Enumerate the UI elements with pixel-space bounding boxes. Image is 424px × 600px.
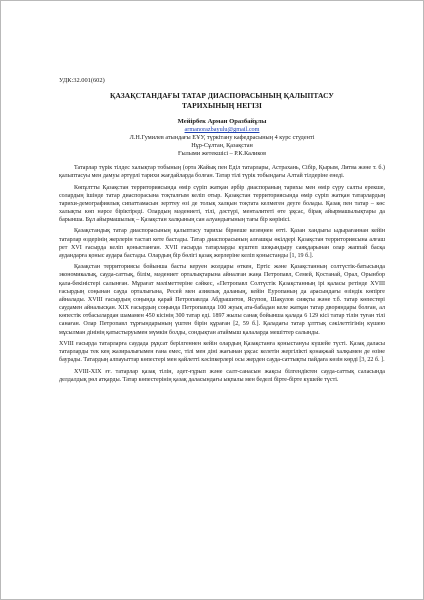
paper-title bbox=[59, 91, 385, 111]
author-city: Нұр-Сұлтан, Қазақстан bbox=[191, 142, 253, 149]
paper-title-line-1: ҚАЗАҚСТАНДАҒЫ ТАТАР ДИАСПОРАСЫНЫҢ ҚАЛЫПТАСУ bbox=[110, 91, 334, 100]
paragraph-1: Татарлар түрік тілдес халықтар тобының (орта Жайық пен Еділ татарлары, Астрахань, Сібір, Қырым, Литва және т. б.) қалыптасуы мен дамуы әртүрлі тарихи жағдайларда болған. Татар тілі түрік тобындағы Алтай тілдеріне енеді. bbox=[59, 165, 385, 180]
paragraph-4: Қазақстан территориясы бойынша басты керуен жолдары өткен, Ертіс және Қазақстанның солтүстік-батысында экономикалық, сауда-саттық, білім, мәдениет орталықтарына айналған жаңа Петропавл, Семей, Қостанай, Орал, Орынбор қала-бекіністері салынған. Мұрағат мәліметтеріне сәйкес, «Петропавл Солтүстік Қазақстанның ірі қаласы ретінде XVIII ғасырдың соңынан сауда орталығына, Ресей мен азиялық даланың, кейін Еуропаның да арасындағы өзіндік көпірге айналады. XVIII ғасырдың соңында қарай Петропавлда Абдрашитов, Ясупов, Шақулов сияқты және т.б. татар көпестері саудамен айналысқан. XIX ғасырдың соңында Петропавлда 100 жуық ата-бабадан келе жатқан татар дворяндары болған, ал көпестік отбасылардан шамамен 450 кісінің 300 татар еді. 1897 жылы санақ бойынша қалада 6 129 кісі татар тілін туған тілі санаған. Олар Петропавл тұрғындарының үштен бірін құраған [2, 59 б.]. Қаладағы татар ұлттық сәкілеттігінің күшею мұсылман дінінің қатыстыруымен мүмкін болды, сондықтан атаймыш қалаларда мешіттер салынды. bbox=[59, 264, 385, 336]
author-block bbox=[59, 118, 385, 158]
author-affiliation: Л.Н.Гумилев атындағы ЕҰУ, түркітану кафедрасының 4 курс студенті bbox=[129, 134, 315, 141]
paper-title-line-2: ТАРИХЫНЫҢ НЕГІЗІ bbox=[182, 101, 262, 110]
udc-code: УДК:32.001(602) bbox=[59, 77, 105, 84]
supervisor-line: Ғылыми жетекшісі – Р.К.Каликов bbox=[177, 150, 267, 157]
author-email-link[interactable]: armanorazbayulu@gmail.com bbox=[184, 126, 260, 133]
page-content bbox=[59, 77, 385, 387]
paragraph-3: Қазақстандық татар диаспорасының қалыптасу тарихы бірнеше кезеңнен өтті. Қазан хандығы ыдырағаннан кейін татарлар өздерінің жерлерін тастап кете бастады. Татар диаспорасының алғашқы өкілдері Қазақстан территориясына алғаш рет XVI ғасырда келіп қоныстанған. XVII ғасырда татарларды күштеп шоқындыру саяқдарынан олар жаппай басқа аудандарға қоныс аудара бастады. Олардың бір бөлігі қазақ жерлеріне келіп қоныстанды [1, 19 б.]. bbox=[59, 228, 385, 259]
body-text bbox=[59, 164, 385, 384]
author-name: Мейірбек Арман Оразбайұлы bbox=[177, 118, 267, 125]
paragraph-5: XVIII ғасырда татарларға саудада рұқсат берілгеннен кейін олардың Қазақстанға қоныстануы күшейе түсті. Қазақ даласы татарларды тек кең жазиралығымен ғана емес, тілі мен діні жағынан ұқсас келетін жергілікті қонақжай халқымен де өзіне баурады. Татардың алпауыттар көпестері мен қайлетті кәсіпкерлері осы жерден сауда-саттықты пайдаға көзін көрді [3, 22 б. ]. bbox=[59, 340, 385, 364]
paragraph-6: XVIII-XIX ғғ. татарлар қазақ тілін, әдет-ғұрып және салт-санасын жақсы білгендіктен сауда-саттық саласында делдалдық рөл атқарды. Татар көпестерінің қазақ даласындағы ықпалы мен беделі бірте-бірте күшейе түсті. bbox=[59, 368, 385, 383]
paragraph-2: Көпұлтты Қазақстан территориясында өмір сүріп жатқан әрбір диаспораның тарихы мен өмір сүру салты ерекше, солардың ішінде татар диаспорасына тоқталғым келіп отыр. Қазақстан территориясында өмір сүріп жатқан татарлардың тарихи-демографиялық сипаттамасын зерттеу өзі де толық халқын тоқтата келмеген деуге болады. Қазақ пен татар – көс халықты көп нәрсе біріктіреді. Олардың мәдениеті, тілі, дәстүрі, менталитеті өте ұқсас, бірақ айырмашылықтары да барынша. Бұл айырмашылық – Қазақстан халқының сан алуандығының тағы бір көрінісі. bbox=[59, 184, 385, 224]
